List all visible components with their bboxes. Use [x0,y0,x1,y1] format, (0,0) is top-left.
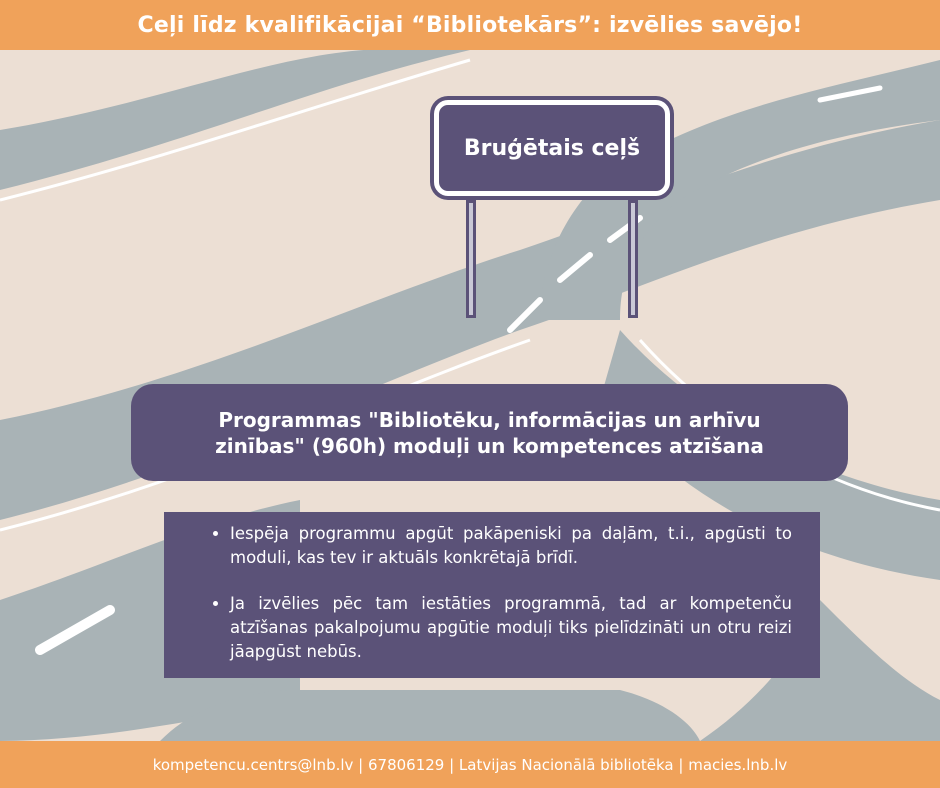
footer-contact-text: kompetencu.centrs@lnb.lv | 67806129 | Latvijas Nacionālā bibliotēka | macies.lnb.lv [152,755,788,774]
road-sign-label: Bruģētais ceļš [463,135,641,161]
sign-post-right [628,200,638,318]
sign-post-left [466,200,476,318]
road-sign [434,100,670,196]
program-title: Programmas "Bibliotēku, informācijas un arhīvu zinības" (960h) moduļi un kompetences atzīšana [215,407,764,458]
header-bar [0,0,940,50]
info-list [212,522,792,664]
program-title-box [131,384,848,481]
footer-bar [0,741,940,788]
info-list-item: • Iespēja programmu apgūt pakāpeniski pa daļām, t.i., apgūsti to moduli, kas tev ir aktuāls konkrētajā brīdī. [230,522,792,570]
info-list-item: • Ja izvēlies pēc tam iestāties programmā, tad ar kompetenču atzīšanas pakalpojumu apgūtie moduļi tiks pielīdzināti un otru reizi jāapgūst nebūs. [230,592,792,664]
page-title: Ceļi līdz kvalifikācijai “Bibliotekārs”: izvēlies savējo! [137,12,803,38]
info-panel [164,512,820,678]
